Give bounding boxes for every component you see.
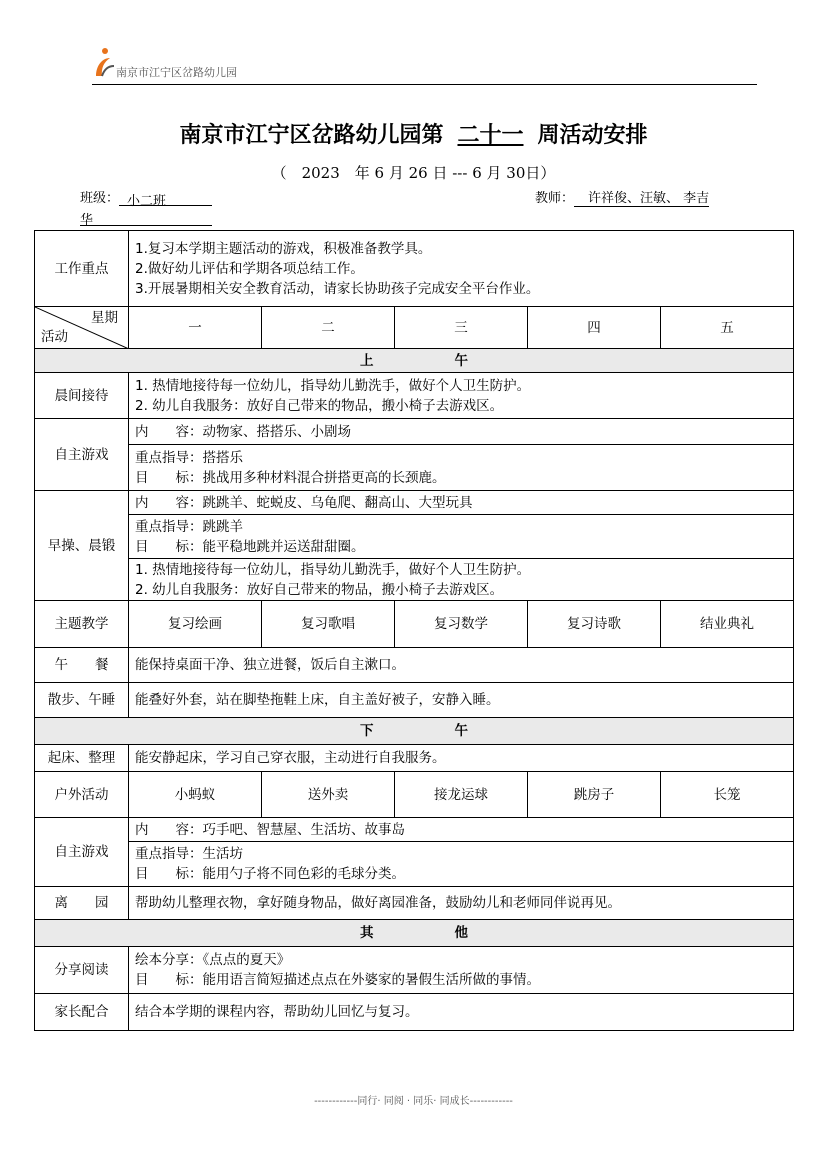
label-wake-up: 起床、整理: [35, 745, 129, 772]
header-activity-label: 活动: [41, 329, 68, 345]
theme-tue: 复习歌唱: [262, 601, 395, 648]
row-band-afternoon: [35, 718, 794, 745]
row-work-focus: [35, 231, 794, 307]
class-info: [80, 187, 212, 209]
label-free-play-am: 自主游戏: [35, 419, 129, 491]
work-focus-item: 2.做好幼儿评估和学期各项总结工作。: [135, 260, 364, 277]
theme-thu: 复习诗歌: [528, 601, 661, 648]
free-play-am-guidance: 重点指导：搭搭乐: [135, 449, 243, 466]
label-free-play-pm: 自主游戏: [35, 818, 129, 887]
free-play-pm-detail: [129, 842, 794, 887]
row-free-play-am-2: [35, 445, 794, 491]
row-lunch: [35, 648, 794, 683]
page-header: [92, 46, 757, 85]
work-focus-item: 3.开展暑期相关安全教育活动，请家长协助孩子完成安全平台作业。: [135, 280, 540, 297]
row-band-other: [35, 920, 794, 947]
exercise-line: 1. 热情地接待每一位幼儿，指导幼儿勤洗手，做好个人卫生防护。: [135, 561, 531, 578]
band-other: 其 他: [35, 920, 794, 947]
row-weekday-header: [35, 307, 794, 349]
reading-content: [129, 947, 794, 994]
page-title: [0, 118, 827, 149]
outdoor-fri: 长笼: [661, 772, 794, 818]
free-play-pm-guidance: 重点指导：生活坊: [135, 846, 243, 862]
walk-nap-content: 能叠好外套，站在脚垫拖鞋上床，自主盖好被子，安静入睡。: [129, 683, 794, 718]
parents-content: 结合本学期的课程内容，帮助幼儿回忆与复习。: [129, 994, 794, 1031]
row-leave: [35, 887, 794, 920]
label-lunch: 午 餐: [35, 648, 129, 683]
header-school-name: 南京市江宁区岔路幼儿园: [116, 66, 237, 79]
leave-content: 帮助幼儿整理衣物，拿好随身物品，做好离园准备，鼓励幼儿和老师同伴说再见。: [129, 887, 794, 920]
day-header-wed: 三: [395, 307, 528, 349]
outdoor-tue: 送外卖: [262, 772, 395, 818]
theme-fri: 结业典礼: [661, 601, 794, 648]
label-work-focus: 工作重点: [35, 231, 129, 307]
reading-goal: 目 标：能用语言简短描述点点在外婆家的暑假生活所做的事情。: [135, 972, 540, 988]
day-header-thu: 四: [528, 307, 661, 349]
work-focus-content: [129, 231, 794, 307]
row-reading: [35, 947, 794, 994]
exercise-goal: 目 标：能平稳地跳并运送甜甜圈。: [135, 538, 365, 555]
outdoor-thu: 跳房子: [528, 772, 661, 818]
theme-wed: 复习数学: [395, 601, 528, 648]
label-theme-teaching: 主题教学: [35, 601, 129, 648]
exercise-lines: [129, 559, 794, 601]
label-outdoor: 户外活动: [35, 772, 129, 818]
label-exercise: 早操、晨锻: [35, 491, 129, 601]
weekday-diagonal-cell: [35, 307, 129, 349]
teacher-wrap-value: 华: [80, 209, 212, 226]
outdoor-wed: 接龙运球: [395, 772, 528, 818]
label-parents: 家长配合: [35, 994, 129, 1031]
exercise-detail: [129, 515, 794, 559]
reception-line: 1. 热情地接待每一位幼儿，指导幼儿勤洗手，做好个人卫生防护。: [135, 377, 531, 394]
title-week: 二十一: [457, 122, 524, 148]
page-footer: ------------同行· 同阅 · 同乐· 同成长------------: [314, 1096, 513, 1107]
row-wake-up: [35, 745, 794, 772]
theme-mon: 复习绘画: [129, 601, 262, 648]
outdoor-mon: 小蚂蚁: [129, 772, 262, 818]
row-theme-teaching: [35, 601, 794, 648]
label-morning-reception: 晨间接待: [35, 373, 129, 419]
wake-up-content: 能安静起床，学习自己穿衣服，主动进行自我服务。: [129, 745, 794, 772]
row-band-morning: [35, 349, 794, 373]
reading-book: 绘本分享：《点点的夏天》: [135, 952, 291, 968]
reception-line: 2. 幼儿自我服务：放好自己带来的物品，搬小椅子去游戏区。: [135, 397, 504, 414]
exercise-guidance: 重点指导：跳跳羊: [135, 518, 243, 535]
label-leave: 离 园: [35, 887, 129, 920]
free-play-pm-goal: 目 标：能用勺子将不同色彩的毛球分类。: [135, 866, 405, 882]
free-play-am-goal: 目 标：挑战用多种材料混合拼搭更高的长颈鹿。: [135, 469, 446, 486]
school-logo-icon: [92, 46, 116, 80]
row-free-play-am-1: [35, 419, 794, 445]
teacher-label: 教师：: [535, 191, 575, 206]
header-weekday-label: 星期: [91, 310, 118, 326]
row-exercise-1: [35, 491, 794, 515]
row-exercise-2: [35, 515, 794, 559]
work-focus-item: 1.复习本学期主题活动的游戏，积极准备教学具。: [135, 240, 432, 257]
free-play-am-content: 内 容：动物家、搭搭乐、小剧场: [129, 419, 794, 445]
schedule-table: [34, 230, 794, 1031]
label-walk-nap: 散步、午睡: [35, 683, 129, 718]
exercise-line: 2. 幼儿自我服务：放好自己带来的物品，搬小椅子去游戏区。: [135, 581, 504, 598]
row-free-play-pm-1: [35, 818, 794, 842]
row-outdoor: [35, 772, 794, 818]
day-header-fri: 五: [661, 307, 794, 349]
exercise-content: 内 容：跳跳羊、蛇蜕皮、乌龟爬、翻高山、大型玩具: [129, 491, 794, 515]
label-reading: 分享阅读: [35, 947, 129, 994]
lunch-content: 能保持桌面干净、独立进餐，饭后自主漱口。: [129, 648, 794, 683]
day-header-mon: 一: [129, 307, 262, 349]
row-free-play-pm-2: [35, 842, 794, 887]
title-prefix: 南京市江宁区岔路幼儿园第: [179, 122, 444, 148]
free-play-pm-content: 内 容：巧手吧、智慧屋、生活坊、故事岛: [129, 818, 794, 842]
class-value: 小二班: [119, 190, 212, 206]
teacher-info: [535, 187, 709, 206]
band-afternoon: 下 午: [35, 718, 794, 745]
free-play-am-detail: [129, 445, 794, 491]
title-suffix: 周活动安排: [537, 122, 648, 148]
row-morning-reception: [35, 373, 794, 419]
class-label: 班级：: [80, 191, 120, 206]
row-parents: [35, 994, 794, 1031]
row-walk-nap: [35, 683, 794, 718]
morning-reception-content: [129, 373, 794, 419]
band-morning: 上 午: [35, 349, 794, 373]
row-exercise-3: [35, 559, 794, 601]
teacher-wrap: [80, 209, 212, 228]
day-header-tue: 二: [262, 307, 395, 349]
teacher-value: 许祥俊、汪敏、 李吉: [574, 191, 709, 207]
date-range: （ 2023 年 6 月 26 日 --- 6 月 30日）: [271, 164, 556, 182]
